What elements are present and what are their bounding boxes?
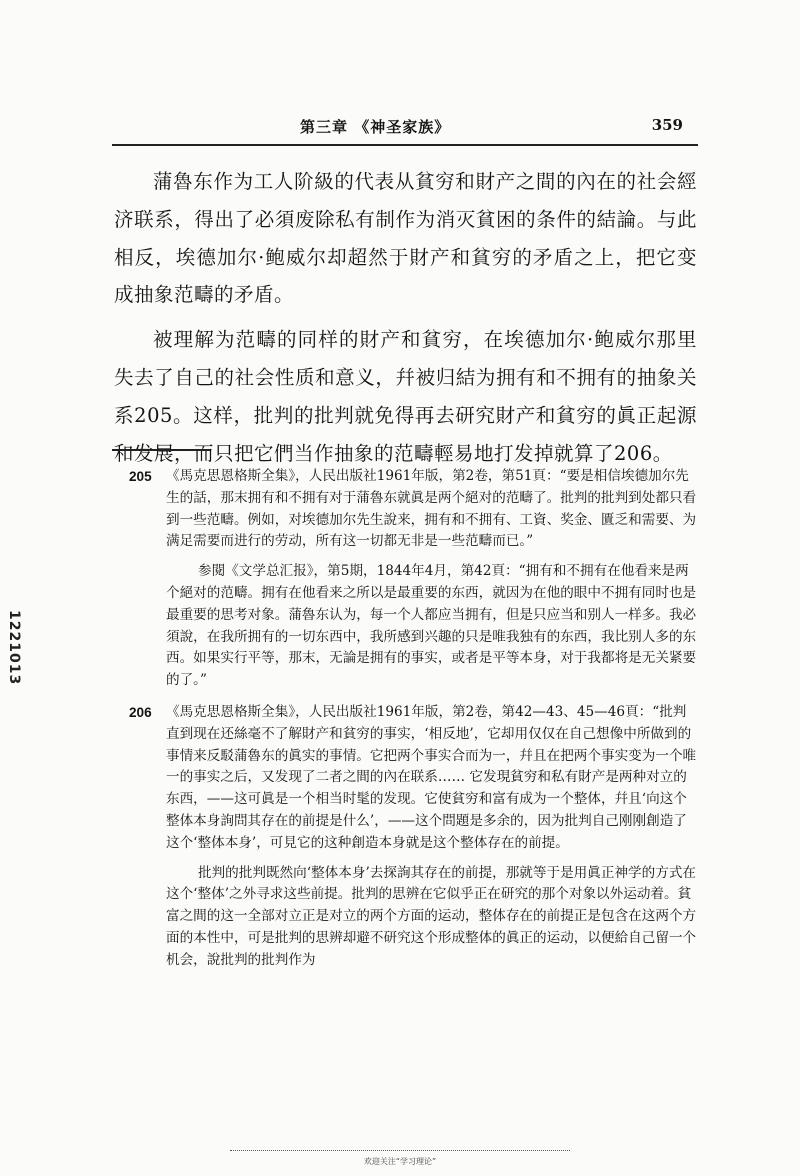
running-header [120,116,693,146]
footnote-number: 205 [129,469,152,484]
footnote-continuation: 参閱《文学总汇报》，第5期，1844年4月，第42頁：“拥有和不拥有在他看来是两个絕对的范疇。拥有在他看来之所以是最重要的东西，就因为在他的眼中不拥有同时也是最重要的思考对象。蒲魯东认为，每一个人都应当拥有，但是只应当和别人一样多。我必須說，在我所拥有的一切东西中，我所感到兴趣的只是唯我独有的东西，我比别人多的东西。如果实行平等，那末，无論是拥有的事实，或者是平等本身，对于我都将是无关紧要的了。” [166,563,697,689]
watermark-text: 欢迎关注“学习理论” [363,1157,437,1166]
bottom-divider [230,1150,570,1151]
footnote-205 [114,466,697,692]
margin-stamp: 1221013 [6,610,22,686]
page-number: 359 [651,116,683,134]
footnote-number: 206 [129,704,152,720]
header-divider [112,144,698,146]
footnotes [114,466,697,982]
body-paragraph: 蒲魯东作为工人阶級的代表从貧穷和財产之間的內在的社会經济联系，得出了必須废除私有制作为消灭貧困的条件的結論。与此相反，埃德加尔·鲍威尔却超然于財产和貧穷的矛盾之上，把它变成抽象范疇的矛盾。 [114,170,697,307]
footnote-text: 《馬克思恩格斯全集》，人民出版社1961年版，第2卷，第42—43、45—46頁：“批判直到现在还絲毫不了解財产和貧穷的事实，‘相反地’，它却用仅仅在自己想像中所做到的事情来反駁蒲魯东的眞实的事情。它把两个事实合而为一，幷且在把两个事实变为一个唯一的事实之后，又发现了二者之間的內在联系…… 它发現貧穷和私有財产是两种对立的东西，——这可眞是一个相当时髦的发现。它使貧穷和富有成为一个整体，幷且‘向这个整体本身詢問其存在的前提是什么’，——这个問題是多余的，因为批判自己刚刚創造了这个‘整体本身’，可見它的这种創造本身就是这个整体存在的前提。 [166,703,697,851]
main-text [114,163,697,479]
footnote-divider [112,449,210,451]
body-paragraph: 被理解为范疇的同样的財产和貧穷，在埃德加尔·鲍威尔那里失去了自己的社会性质和意义，幷被归結为拥有和不拥有的抽象关系205。这样，批判的批判就免得再去研究財产和貧穷的眞正起源和发展，而只把它們当作抽象的范疇輕易地打发掉就算了206。 [114,328,697,465]
footnote-continuation: 批判的批判既然向‘整体本身’去探詢其存在的前提，那就等于是用眞正神学的方式在这个‘整体’之外寻求这些前提。批判的思辨在它似乎正在研究的那个对象以外运动着。貧富之間的这一全部对立正是对立的两个方面的运动，整体存在的前提正是包含在这两个方面的本性中，可是批判的思辨却避不研究这个形成整体的眞正的运动，以便給自己留一个机会，說批判的批判作为 [166,864,697,968]
chapter-title: 第三章 《神圣家族》 [300,118,451,136]
footnote-text: 《馬克思恩格斯全集》，人民出版社1961年版，第2卷，第51頁：“要是相信埃德加尔先生的話，那末拥有和不拥有对于蒲魯东就眞是两个絕对的范疇了。批判的批判到处都只看到一些范疇。例如，对埃德加尔先生說来，拥有和不拥有、工資、奖金、匱乏和需要、为满足需要而进行的劳动，所有这一切都无非是一些范疇而已。” [166,468,697,550]
footnote-206 [114,702,697,972]
